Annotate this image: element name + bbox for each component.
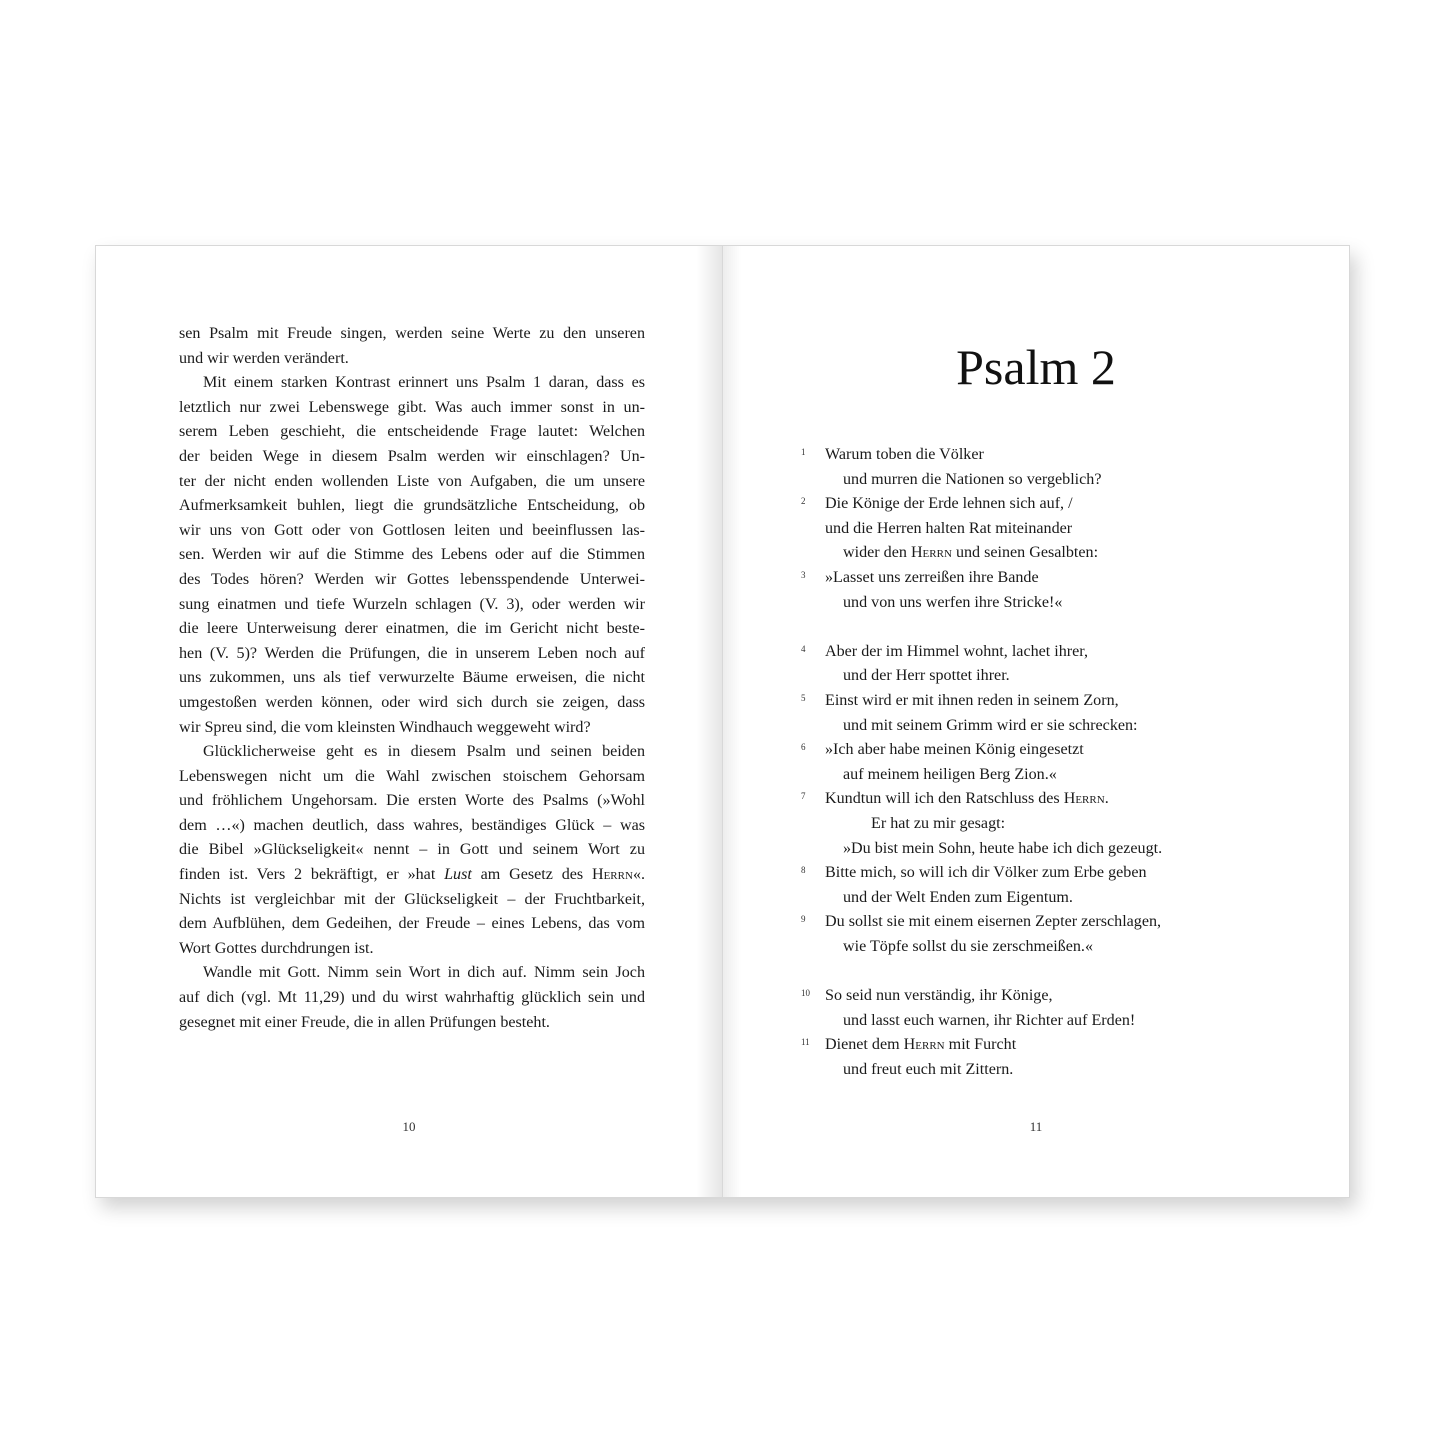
page-number: 11 — [1029, 1119, 1043, 1134]
text-line: des Todes hören? Werden wir Gottes lebensspendende Unterwei- — [179, 570, 645, 588]
verse-line — [801, 689, 1321, 714]
verse-line — [801, 591, 1321, 616]
text-line — [179, 863, 645, 888]
verse-line — [801, 492, 1321, 517]
verse-line — [801, 861, 1321, 886]
stanza-break — [801, 959, 1321, 984]
psalm-title: Psalm 2 — [956, 339, 1116, 395]
verse-line — [801, 837, 1321, 862]
verse-text: und der Herr spottet ihrer. — [843, 667, 1010, 685]
text-line: Aufmerksamkeit buhlen, liegt die grundsätzliche Entscheidung, ob — [179, 497, 645, 515]
text-line: und wir werden verändert. — [179, 349, 349, 367]
page-number: 10 — [402, 1119, 416, 1134]
verse-text: und der Welt Enden zum Eigentum. — [843, 888, 1073, 906]
text-line: sen Psalm mit Freude singen, werden seine Werte zu den unseren — [179, 325, 645, 342]
verse-number: 3 — [801, 569, 806, 580]
text-line: sung einatmen und tiefe Wurzeln schlagen (V. 3), oder werden wir — [179, 595, 645, 613]
text-line: Nichts ist vergleichbar mit der Glückseligkeit – der Fruchtbarkeit, — [179, 890, 645, 908]
text-line: Mit einem starken Kontrast erinnert uns Psalm 1 daran, dass es — [203, 374, 645, 392]
text-line: ter der nicht enden wollenden Liste von Aufgaben, die um unsere — [179, 472, 645, 490]
verse-number: 6 — [801, 742, 806, 753]
text-segment: am Gesetz des — [480, 866, 584, 884]
text-segment: «. — [632, 866, 646, 884]
verse-line — [801, 910, 1321, 935]
verse-text: Die Könige der Erde lehnen sich auf, / — [825, 495, 1073, 513]
verse-text: Du sollst sie mit einem eisernen Zepter zerschlagen, — [825, 913, 1162, 931]
commentary-text — [179, 322, 645, 1035]
verse-text: »Lasset uns zerreißen ihre Bande — [825, 568, 1039, 586]
text-segment: wider den — [843, 544, 907, 562]
verse-text: und von uns werfen ihre Stricke!« — [843, 593, 1063, 611]
verse-text: Warum toben die Völker — [825, 446, 984, 463]
text-line: die Bibel »Glückseligkeit« nennt – in Gott und seinem Wort zu — [179, 841, 645, 859]
verse-line — [801, 714, 1321, 739]
text-segment: Kundtun will ich den Ratschluss des — [825, 790, 1060, 808]
text-line: auf dich (vgl. Mt 11,29) und du wirst wahrhaftig glücklich sein und — [179, 989, 645, 1007]
verse-number: 7 — [801, 791, 806, 802]
verse-text: Einst wird er mit ihnen reden in seinem Zorn, — [825, 691, 1119, 709]
text-line: Wandle mit Gott. Nimm sein Wort in dich auf. Nimm sein Joch — [203, 964, 645, 982]
verse-text: Bitte mich, so will ich dir Völker zum Erbe geben — [825, 864, 1147, 882]
verse-line — [801, 1058, 1321, 1083]
verse-line — [801, 640, 1321, 665]
verse-number: 8 — [801, 865, 806, 876]
verse-text: »Ich aber habe meinen König eingesetzt — [825, 741, 1084, 759]
text-line: Wort Gottes durchdrungen ist. — [179, 939, 374, 957]
verse-line — [801, 886, 1321, 911]
text-line: hen (V. 5)? Werden die Prüfungen, die in unserem Leben noch auf — [179, 644, 645, 662]
text-line: wir uns von Gott oder von Gottlosen leiten und beeinflussen las- — [179, 521, 645, 539]
verse-line — [801, 468, 1321, 493]
text-line: dem Aufblühen, dem Gedeihen, der Freude – eines Lebens, das vom — [179, 915, 645, 933]
verse-text: So seid nun verständig, ihr Könige, — [825, 987, 1053, 1005]
text-line: Glücklicherweise geht es in diesem Psalm und seinen beiden — [203, 743, 645, 761]
text-segment: Dienet dem — [825, 1036, 900, 1054]
verse-line — [801, 443, 1321, 468]
text-line: die leere Unterweisung derer einatmen, die im Gericht nicht beste- — [179, 620, 645, 638]
verse-number: 1 — [801, 447, 806, 457]
text-line: letztlich nur zwei Lebenswege gibt. Was auch immer sonst in un- — [179, 398, 645, 416]
verse-line — [801, 566, 1321, 591]
verse-text: auf meinem heiligen Berg Zion.« — [843, 765, 1057, 783]
text-line: wir Spreu sind, die vom kleinsten Windhauch weggeweht wird? — [179, 718, 591, 736]
verse-number: 5 — [801, 692, 806, 703]
verse-number: 11 — [801, 1037, 810, 1048]
verse-text: und freut euch mit Zittern. — [843, 1060, 1014, 1078]
book-spread — [95, 245, 1350, 1198]
text-line: sen. Werden wir auf die Stimme des Lebens oder auf die Stimmen — [179, 546, 645, 564]
text-line: Lebenswegen nicht um die Wahl zwischen stoischem Gehorsam — [179, 767, 645, 785]
text-segment: finden ist. Vers 2 bekräftigt, er »hat — [179, 866, 436, 884]
text-line: gesegnet mit einer Freude, die in allen Prüfungen besteht. — [179, 1013, 550, 1031]
verse-line — [801, 984, 1321, 1009]
verse-line — [801, 1033, 1321, 1058]
text-segment: . — [1104, 790, 1109, 808]
verse-line — [801, 664, 1321, 689]
verse-line — [801, 1009, 1321, 1034]
herrn-small-caps: Herrn — [903, 1036, 945, 1054]
right-page — [722, 245, 1350, 1198]
verse-line — [801, 517, 1321, 542]
verse-number: 2 — [801, 496, 806, 507]
text-line: und fröhlichem Ungehorsam. Die ersten Worte des Psalms (»Wohl — [179, 792, 645, 810]
left-page — [95, 245, 723, 1198]
verse-line — [801, 787, 1321, 812]
text-line: dem …«) machen deutlich, dass wahres, beständiges Glück – was — [179, 816, 645, 834]
text-line: der beiden Wege in diesem Psalm werden wir einschlagen? Un- — [179, 447, 645, 465]
herrn-small-caps: Herrn — [591, 866, 633, 884]
verse-number: 10 — [801, 988, 810, 999]
verse-text: und mit seinem Grimm wird er sie schrecken: — [843, 716, 1138, 734]
herrn-small-caps: Herrn — [910, 544, 952, 562]
verse-line — [801, 763, 1321, 788]
verse-text: wie Töpfe sollst du sie zerschmeißen.« — [843, 937, 1093, 955]
verse-line — [801, 935, 1321, 960]
stanza-break — [801, 615, 1321, 640]
verse-text — [843, 541, 1098, 566]
verse-text: und die Herren halten Rat miteinander — [825, 519, 1073, 537]
text-segment: mit Furcht — [948, 1036, 1017, 1054]
psalm-verses — [801, 443, 1321, 1082]
verse-line — [801, 541, 1321, 566]
verse-text — [825, 787, 1109, 812]
verse-text: und lasst euch warnen, ihr Richter auf Erden! — [843, 1011, 1136, 1029]
verse-text: Er hat zu mir gesagt: — [871, 814, 1006, 832]
herrn-small-caps: Herrn — [1063, 790, 1105, 808]
verse-number: 9 — [801, 914, 806, 925]
verse-text: Aber der im Himmel wohnt, lachet ihrer, — [825, 642, 1089, 660]
verse-text: und murren die Nationen so vergeblich? — [843, 470, 1102, 488]
emphasis-lust: Lust — [444, 866, 472, 884]
text-line: serem Leben geschieht, die entscheidende Frage lautet: Welchen — [179, 423, 645, 441]
verse-line — [801, 812, 1321, 837]
verse-text: »Du bist mein Sohn, heute habe ich dich gezeugt. — [843, 839, 1163, 857]
verse-line — [801, 738, 1321, 763]
text-line: umgestoßen werden können, oder wird sich durch sie zeigen, dass — [179, 693, 645, 711]
text-segment: und seinen Gesalbten: — [955, 544, 1099, 562]
gutter-shadow — [696, 246, 722, 1197]
verse-text — [825, 1033, 1016, 1058]
text-line: uns zukommen, uns als tief verwurzelte Bäume erweisen, die nicht — [179, 669, 645, 687]
verse-number: 4 — [801, 643, 806, 654]
